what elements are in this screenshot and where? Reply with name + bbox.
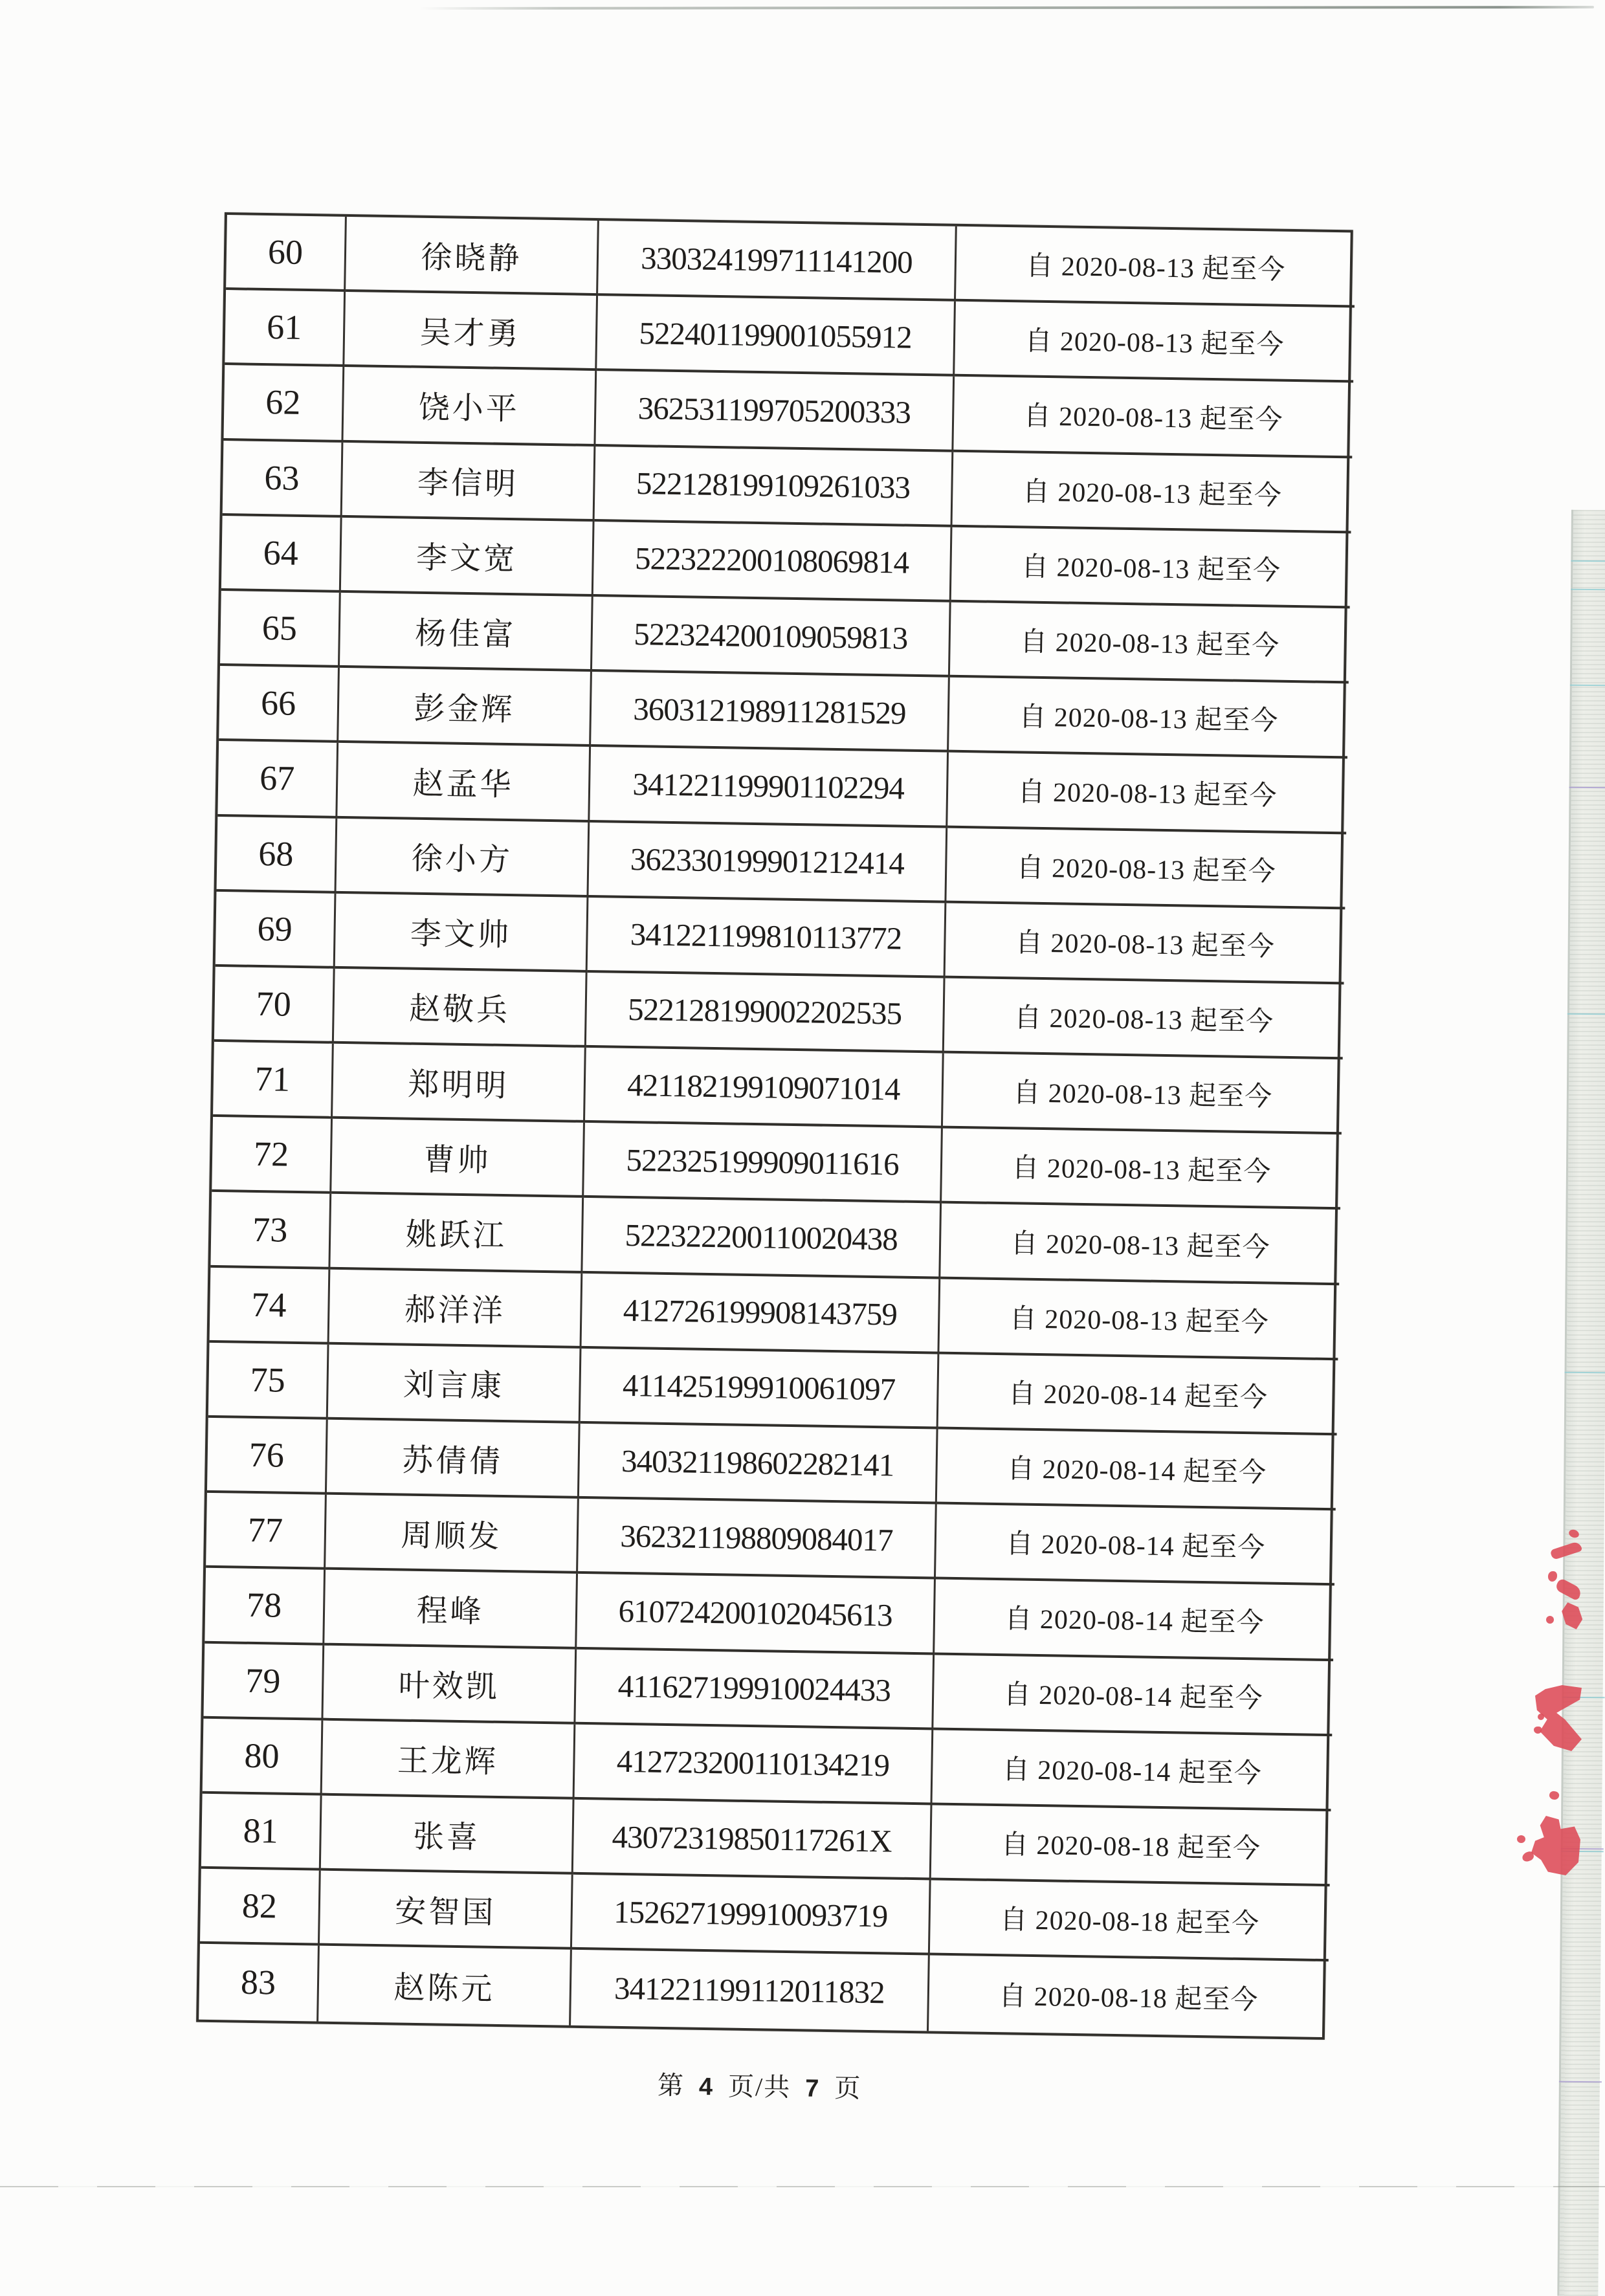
id-number-cell: 341221199901102294 [590, 747, 949, 828]
row-number-cell: 74 [210, 1267, 331, 1344]
id-number-cell: 411627199910024433 [575, 1649, 935, 1730]
edge-artifact-line [1571, 589, 1605, 591]
row-number-cell: 75 [208, 1343, 329, 1420]
period-cell: 自 2020-08-13 起至今 [949, 678, 1349, 759]
name-cell: 赵敬兵 [334, 969, 588, 1048]
name-cell: 赵陈元 [318, 1946, 572, 2025]
name-cell: 杨佳富 [340, 593, 593, 672]
row-number-cell: 73 [210, 1192, 331, 1269]
row-number-cell: 61 [225, 290, 346, 367]
name-cell: 吴才勇 [344, 292, 598, 371]
period-cell: 自 2020-08-13 起至今 [950, 602, 1350, 684]
period-cell: 自 2020-08-13 起至今 [940, 1204, 1340, 1285]
period-cell: 自 2020-08-14 起至今 [933, 1655, 1333, 1736]
period-cell: 自 2020-08-18 起至今 [998, 1981, 1259, 2016]
row-number-cell: 70 [214, 967, 335, 1044]
roster-table [196, 212, 1353, 2040]
period-cell: 自 2020-08-13 起至今 [953, 377, 1353, 458]
row-number-cell: 69 [216, 892, 337, 969]
page-indicator-suffix: 页 [834, 2073, 862, 2103]
period-cell: 自 2020-08-18 起至今 [931, 1805, 1331, 1886]
id-number-cell: 340321198602282141 [579, 1424, 938, 1505]
row-number-cell: 71 [213, 1042, 334, 1119]
id-number-cell: 522325199909011616 [584, 1123, 943, 1204]
period-cell: 自 2020-08-18 起至今 [930, 1881, 1330, 1962]
period-cell: 自 2020-08-13 起至今 [951, 527, 1351, 608]
row-number-cell: 68 [217, 816, 338, 893]
name-cell: 郑明明 [333, 1044, 586, 1123]
name-cell: 徐晓静 [346, 217, 599, 296]
id-number-cell: 522322200108069814 [593, 522, 953, 602]
scan-bottom-edge-line [0, 2186, 1605, 2187]
period-cell: 自 2020-08-13 起至今 [956, 226, 1356, 308]
id-number-cell: 522401199001055912 [597, 296, 956, 377]
row-number-cell: 80 [203, 1719, 324, 1796]
name-cell: 赵孟华 [337, 743, 591, 822]
document-sheet [196, 212, 1353, 2103]
name-cell: 郝洋洋 [329, 1269, 583, 1348]
edge-artifact-line [1569, 787, 1605, 789]
id-number-cell: 610724200102045613 [577, 1574, 936, 1655]
name-cell: 曹帅 [331, 1119, 585, 1198]
period-cell: 自 2020-08-14 起至今 [935, 1580, 1334, 1661]
row-number-cell: 60 [226, 215, 347, 292]
id-number-cell: 411425199910061097 [581, 1349, 940, 1429]
id-number-cell: 522322200110020438 [582, 1198, 942, 1279]
name-cell: 苏倩倩 [327, 1420, 581, 1499]
row-number-cell: 76 [207, 1418, 328, 1495]
row-number-cell: 79 [203, 1643, 324, 1720]
name-cell: 程峰 [324, 1570, 578, 1649]
name-cell: 徐小方 [336, 818, 590, 897]
period-cell: 自 2020-08-14 起至今 [937, 1429, 1337, 1511]
name-cell: 彭金辉 [338, 668, 592, 747]
name-cell: 李信明 [342, 442, 596, 521]
stamp-fragment [1549, 1790, 1560, 1800]
row-number-cell: 63 [223, 441, 344, 518]
name-cell: 李文宽 [341, 518, 595, 597]
edge-artifact-line [1559, 2081, 1602, 2083]
stamp-fragment [1517, 1835, 1525, 1843]
page-edge-band [1557, 510, 1605, 2296]
row-number-cell: 77 [206, 1493, 327, 1570]
id-number-cell: 152627199910093719 [572, 1875, 931, 1956]
id-number-cell: 362321198809084017 [578, 1499, 937, 1580]
page-indicator-separator: 页/共 [727, 2071, 791, 2103]
row-number-cell: 64 [221, 516, 342, 593]
row-number-cell: 62 [223, 365, 344, 442]
name-cell: 李文帅 [335, 894, 589, 973]
id-number-cell: 362330199901212414 [588, 822, 947, 903]
id-number-cell: 522128199109261033 [595, 447, 954, 527]
name-cell: 饶小平 [343, 367, 597, 446]
edge-artifact-line [1565, 1372, 1605, 1374]
stamp-fragment [1538, 1714, 1544, 1720]
name-cell: 姚跃江 [330, 1194, 584, 1273]
row-number-cell: 81 [201, 1794, 322, 1871]
name-cell: 周顺发 [326, 1495, 579, 1574]
name-cell: 张喜 [321, 1796, 575, 1875]
edge-artifact-line [1571, 560, 1605, 562]
period-cell: 自 2020-08-14 起至今 [938, 1354, 1338, 1435]
period-cell: 自 2020-08-14 起至今 [936, 1505, 1336, 1586]
id-number-cell: 362531199705200333 [595, 371, 955, 452]
id-number-cell: 421182199109071014 [585, 1048, 944, 1129]
period-cell: 自 2020-08-13 起至今 [952, 452, 1352, 533]
row-number-cell: 67 [217, 741, 338, 818]
scan-top-edge-line [419, 6, 1594, 10]
name-cell: 王龙辉 [322, 1720, 576, 1799]
row-number-cell: 66 [219, 666, 340, 743]
page-indicator-prefix: 第 [657, 2070, 685, 2101]
edge-artifact-line [1567, 1013, 1605, 1015]
period-cell: 自 2020-08-13 起至今 [946, 903, 1345, 984]
period-cell: 自 2020-08-13 起至今 [942, 1129, 1342, 1210]
page-indicator [195, 2058, 1324, 2112]
period-cell: 自 2020-08-13 起至今 [943, 1054, 1343, 1135]
name-cell: 安智国 [320, 1871, 573, 1950]
row-number-cell: 83 [199, 1944, 320, 2021]
page-indicator-current: 4 [698, 2073, 714, 2101]
id-number-cell: 341221199810113772 [588, 898, 947, 978]
id-number-cell: 522324200109059813 [592, 597, 951, 678]
id-number-cell: 360312198911281529 [591, 672, 950, 753]
row-number-cell: 78 [205, 1568, 326, 1645]
stamp-fragment [1546, 1616, 1554, 1624]
period-cell: 自 2020-08-13 起至今 [946, 828, 1346, 909]
edge-artifact-line [1570, 685, 1605, 687]
period-cell: 自 2020-08-13 起至今 [939, 1279, 1339, 1360]
page-indicator-total: 7 [804, 2075, 821, 2103]
name-cell: 叶效凯 [323, 1645, 577, 1724]
id-number-cell: 412726199908143759 [581, 1274, 940, 1354]
row-number-cell: 72 [212, 1117, 333, 1194]
row-number-cell: 65 [220, 591, 341, 668]
name-cell: 刘言康 [328, 1345, 582, 1424]
period-cell: 自 2020-08-13 起至今 [944, 978, 1344, 1060]
id-number-cell: 330324199711141200 [598, 221, 957, 302]
period-cell: 自 2020-08-13 起至今 [955, 302, 1355, 383]
id-number-cell: 341221199112011832 [571, 1950, 930, 2031]
stamp-fragment [1548, 1571, 1557, 1582]
stamp-fragment [1534, 1727, 1542, 1734]
id-number-cell: 522128199002202535 [586, 973, 946, 1054]
id-number-cell: 43072319850117261X [573, 1800, 933, 1881]
period-cell: 自 2020-08-13 起至今 [947, 753, 1347, 834]
row-number-cell: 82 [200, 1869, 321, 1946]
period-cell: 自 2020-08-14 起至今 [932, 1730, 1332, 1811]
id-number-cell: 412723200110134219 [575, 1725, 934, 1805]
